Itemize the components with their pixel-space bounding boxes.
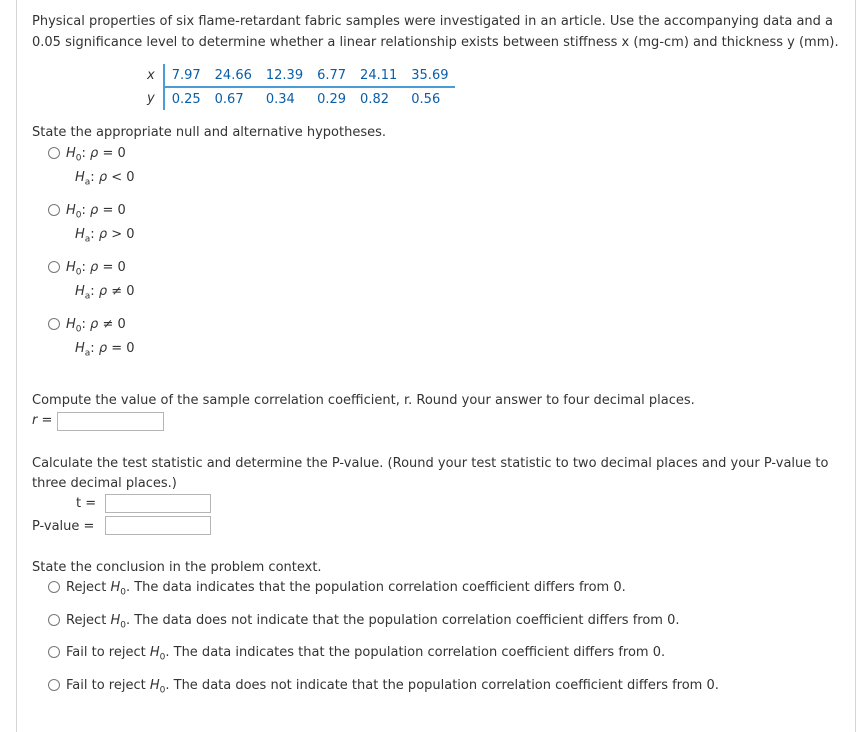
radio-button[interactable] [48, 261, 60, 273]
hypotheses-prompt: State the appropriate null and alternative hypotheses. [32, 125, 386, 140]
t-input[interactable] [105, 494, 211, 513]
h0-condition: ≠ 0 [102, 317, 126, 332]
h0-subscript: 0 [75, 324, 82, 335]
conclusion-action: Fail to reject [66, 678, 146, 693]
problem-line-2: 0.05 significance level to determine whether a linear relationship exists between stiffness x (mg-cm) and thickness y (mm). [32, 35, 839, 50]
hypothesis-option-2-alt: $H_a$: ρ > 0 [75, 227, 135, 245]
h0-condition: = 0 [102, 260, 126, 275]
rho-symbol: ρ [98, 341, 108, 356]
y-value: 0.56 [411, 91, 441, 107]
radio-button[interactable] [48, 318, 60, 330]
h0-symbol: H [66, 317, 76, 332]
table-row-y [140, 87, 455, 110]
conclusion-option-4[interactable]: Fail to reject $H_0$. The data does not indicate that the population correlation coefficient differs from 0. [48, 678, 719, 696]
ha-subscript: a [84, 177, 91, 188]
data-table [140, 64, 455, 110]
hypothesis-option-1-alt: $H_a$: ρ < 0 [75, 170, 135, 188]
test-prompt-line-1: Calculate the test statistic and determine the P-value. (Round your test statistic to two decimal places and your P-value to [32, 456, 829, 471]
h0-subscript: 0 [120, 620, 126, 631]
ha-symbol: H [75, 341, 85, 356]
conclusion-option-1[interactable]: Reject $H_0$. The data indicates that the population correlation coefficient differs from 0. [48, 580, 626, 598]
t-label: t = [76, 496, 97, 511]
conclusion-text: The data indicates that the population correlation coefficient differs from 0. [173, 645, 666, 660]
rho-symbol: ρ [98, 170, 108, 185]
radio-button[interactable] [48, 646, 60, 658]
ha-symbol: H [75, 227, 85, 242]
ha-condition: < 0 [111, 170, 135, 185]
x-value: 24.66 [208, 64, 259, 87]
radio-button[interactable] [48, 147, 60, 159]
x-value: 24.11 [353, 64, 404, 87]
ha-condition: ≠ 0 [111, 284, 135, 299]
h0-symbol: H [149, 645, 160, 660]
h0-subscript: 0 [75, 210, 82, 221]
y-value: 0.29 [317, 91, 347, 107]
h0-subscript: 0 [75, 153, 82, 164]
ha-condition: > 0 [111, 227, 135, 242]
problem-statement [32, 11, 847, 53]
h0-condition: = 0 [102, 203, 126, 218]
h0-symbol: H [110, 580, 121, 595]
rho-symbol: ρ [90, 260, 99, 275]
y-value: 0.34 [265, 91, 295, 107]
conclusion-action: Reject [66, 613, 107, 628]
y-value: 0.82 [360, 91, 389, 107]
conclusion-prompt: State the conclusion in the problem context. [32, 560, 322, 575]
radio-button[interactable] [48, 581, 60, 593]
y-label: y [140, 87, 164, 110]
table-row-x [140, 64, 455, 87]
h0-symbol: H [110, 613, 121, 628]
ha-subscript: a [84, 291, 91, 302]
ha-symbol: H [75, 284, 85, 299]
hypothesis-option-4[interactable]: $H_0$: ρ ≠ 0 [48, 317, 126, 335]
conclusion-option-2[interactable]: Reject $H_0$. The data does not indicate that the population correlation coefficient differs from 0. [48, 613, 680, 631]
y-value: 0.67 [214, 91, 244, 107]
h0-subscript: 0 [75, 267, 82, 278]
radio-button[interactable] [48, 204, 60, 216]
rho-symbol: ρ [98, 227, 108, 242]
h0-subscript: 0 [159, 652, 166, 663]
conclusion-action: Reject [66, 580, 107, 595]
ha-condition: = 0 [111, 341, 135, 356]
x-value: 35.69 [404, 64, 455, 87]
x-label: x [140, 64, 164, 87]
h0-symbol: H [66, 203, 76, 218]
conclusion-text: The data indicates that the population correlation coefficient differs from 0. [134, 580, 626, 595]
h0-condition: = 0 [102, 146, 126, 161]
hypothesis-option-1[interactable]: $H_0$: ρ = 0 [48, 146, 126, 164]
x-value: 7.97 [164, 64, 208, 87]
conclusion-action: Fail to reject [66, 645, 146, 660]
rho-symbol: ρ [98, 284, 108, 299]
r-label: r = [32, 413, 53, 428]
p-value-input[interactable] [105, 516, 211, 535]
correlation-prompt: Compute the value of the sample correlation coefficient, r. Round your answer to four decimal places. [32, 393, 695, 408]
radio-button[interactable] [48, 679, 60, 691]
y-value: 0.25 [171, 91, 201, 107]
rho-symbol: ρ [90, 317, 99, 332]
test-prompt [32, 454, 847, 494]
x-value: 12.39 [259, 64, 310, 87]
x-value: 6.77 [310, 64, 353, 87]
h0-subscript: 0 [120, 587, 126, 598]
radio-button[interactable] [48, 614, 60, 626]
h0-symbol: H [66, 260, 76, 275]
h0-symbol: H [149, 678, 160, 693]
rho-symbol: ρ [90, 203, 99, 218]
ha-subscript: a [84, 234, 91, 245]
hypothesis-option-2[interactable]: $H_0$: ρ = 0 [48, 203, 126, 221]
rho-symbol: ρ [90, 146, 99, 161]
conclusion-text: The data does not indicate that the population correlation coefficient differs from 0. [173, 678, 719, 693]
conclusion-option-3[interactable]: Fail to reject $H_0$. The data indicates that the population correlation coefficient differs from 0. [48, 645, 665, 663]
hypothesis-option-3[interactable]: $H_0$: ρ = 0 [48, 260, 126, 278]
ha-subscript: a [84, 348, 91, 359]
hypothesis-option-4-alt: $H_a$: ρ = 0 [75, 341, 135, 359]
p-value-label: P-value = [32, 519, 95, 534]
ha-symbol: H [75, 170, 85, 185]
h0-subscript: 0 [159, 685, 166, 696]
conclusion-text: The data does not indicate that the population correlation coefficient differs from 0. [134, 613, 680, 628]
problem-line-1: Physical properties of six flame-retardant fabric samples were investigated in an article. Use the accompanying data and a [32, 14, 834, 29]
test-prompt-line-2: three decimal places.) [32, 476, 177, 491]
hypothesis-option-3-alt: $H_a$: ρ ≠ 0 [75, 284, 135, 302]
h0-symbol: H [66, 146, 76, 161]
r-input[interactable] [57, 412, 164, 431]
